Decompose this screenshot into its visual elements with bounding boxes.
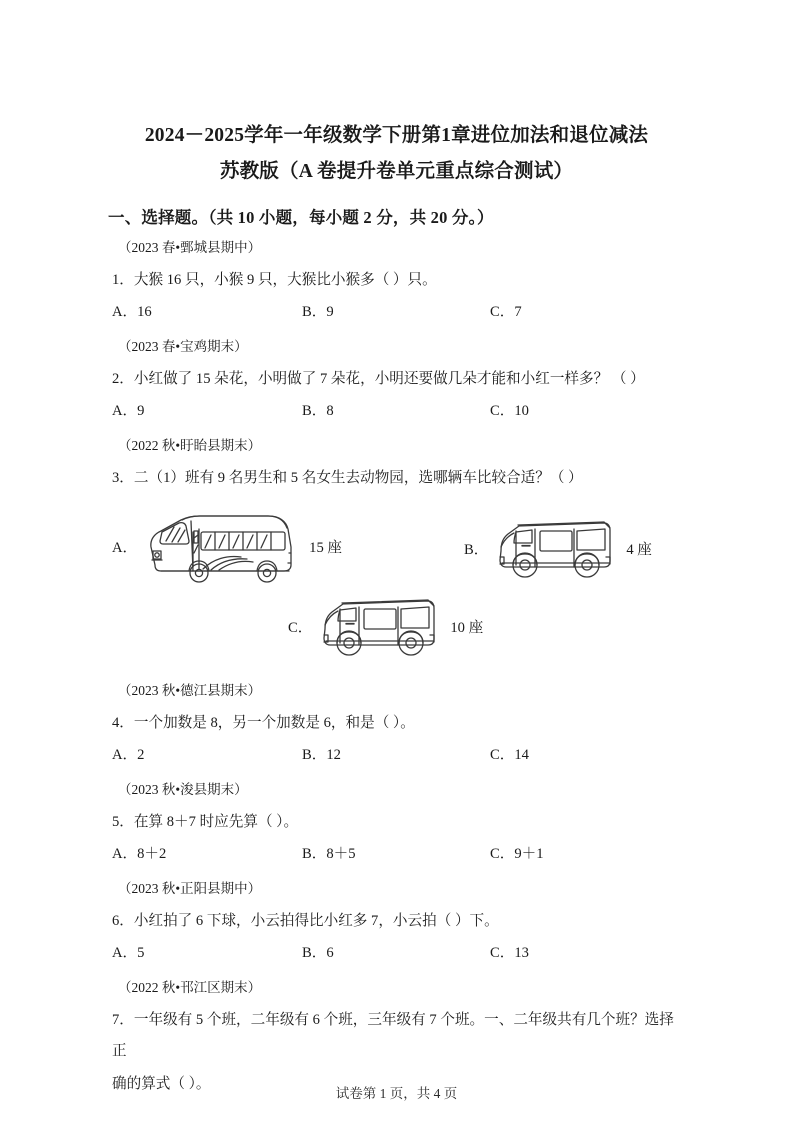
option-a[interactable]: A．9 xyxy=(112,403,145,419)
question-block-1 xyxy=(112,233,685,327)
question-block-6 xyxy=(112,874,685,968)
option-a[interactable]: A．8＋2 xyxy=(112,846,167,862)
option-a[interactable]: A．16 xyxy=(112,304,152,320)
vehicle-option-c[interactable] xyxy=(288,591,483,661)
option-c-label: C． xyxy=(288,619,313,636)
question-text: 5．在算 8＋7 时应先算（ ）。 xyxy=(112,814,299,830)
question-options xyxy=(112,938,685,968)
option-a[interactable]: A．5 xyxy=(112,945,145,961)
question-text: 6．小红拍了 6 下球，小云拍得比小红多 7，小云拍（ ）下。 xyxy=(112,913,499,929)
option-b[interactable]: B．8 xyxy=(302,403,334,419)
option-b[interactable]: B．6 xyxy=(302,945,334,961)
question-options xyxy=(112,297,685,327)
question-source: （2023 春•鄄城县期中） xyxy=(118,240,262,255)
questions-container xyxy=(0,233,793,1100)
vehicle-options-row-2 xyxy=(112,591,685,671)
question-text: 1．大猴 16 只，小猴 9 只，大猴比小猴多（ ）只。 xyxy=(112,272,437,288)
question-options xyxy=(112,740,685,770)
question-block-3 xyxy=(112,431,685,671)
question-block-5 xyxy=(112,775,685,869)
vehicle-options-row-1 xyxy=(112,499,685,591)
question-source: （2023 秋•正阳县期中） xyxy=(118,881,262,896)
option-c[interactable]: C．14 xyxy=(490,747,529,763)
option-b[interactable]: B．9 xyxy=(302,304,334,320)
question-text: 2．小红做了 15 朵花，小明做了 7 朵花，小明还要做几朵才能和小红一样多？ （ ） xyxy=(112,371,645,387)
document-title-line-1: 2024－2025学年一年级数学下册第1章进位加法和退位减法 xyxy=(144,125,649,146)
option-c[interactable]: C．13 xyxy=(490,945,529,961)
section-heading-choice: 一、选择题。（共 10 小题，每小题 2 分，共 20 分。） xyxy=(108,208,494,227)
question-text: 4．一个加数是 8，另一个加数是 6，和是（ ）。 xyxy=(112,715,415,731)
vehicle-option-a[interactable] xyxy=(112,507,342,585)
question-block-7 xyxy=(112,973,685,1100)
question-source: （2023 秋•德江县期末） xyxy=(118,683,262,698)
option-a-label: A． xyxy=(112,539,138,556)
option-b-seats: 4 座 xyxy=(626,541,652,558)
option-c[interactable]: C．7 xyxy=(490,304,522,320)
option-c-seats: 10 座 xyxy=(450,619,484,636)
option-a-seats: 15 座 xyxy=(309,539,342,556)
question-source: （2023 秋•浚县期末） xyxy=(118,782,248,797)
option-a[interactable]: A．2 xyxy=(112,747,145,763)
minibus-icon xyxy=(141,507,301,585)
van-icon xyxy=(492,513,618,583)
question-source: （2023 春•宝鸡期末） xyxy=(118,339,248,354)
question-options xyxy=(112,396,685,426)
option-b[interactable]: B．8＋5 xyxy=(302,846,356,862)
option-c[interactable]: C．9＋1 xyxy=(490,846,544,862)
option-c[interactable]: C．10 xyxy=(490,403,529,419)
document-title-line-2: 苏教版（A 卷提升卷单元重点综合测试） xyxy=(219,161,574,182)
question-block-2 xyxy=(112,332,685,426)
question-text: 3．二（1）班有 9 名男生和 5 名女生去动物园，选哪辆车比较合适？（ ） xyxy=(112,470,583,486)
question-options xyxy=(112,839,685,869)
page-footer: 试卷第 1 页，共 4 页 xyxy=(335,1086,458,1101)
question-block-4 xyxy=(112,676,685,770)
question-source: （2022 秋•邗江区期末） xyxy=(118,980,262,995)
option-b-label: B． xyxy=(464,541,489,558)
van-icon xyxy=(316,591,442,661)
option-b[interactable]: B．12 xyxy=(302,747,341,763)
vehicle-option-b[interactable] xyxy=(464,513,652,583)
question-text: 7．一年级有 5 个班，二年级有 6 个班，三年级有 7 个班。一、二年级共有几个班？选择正 xyxy=(112,1012,674,1059)
question-text-continued: 确的算式（ ）。 xyxy=(112,1076,211,1092)
question-source: （2022 秋•盱眙县期末） xyxy=(118,438,262,453)
